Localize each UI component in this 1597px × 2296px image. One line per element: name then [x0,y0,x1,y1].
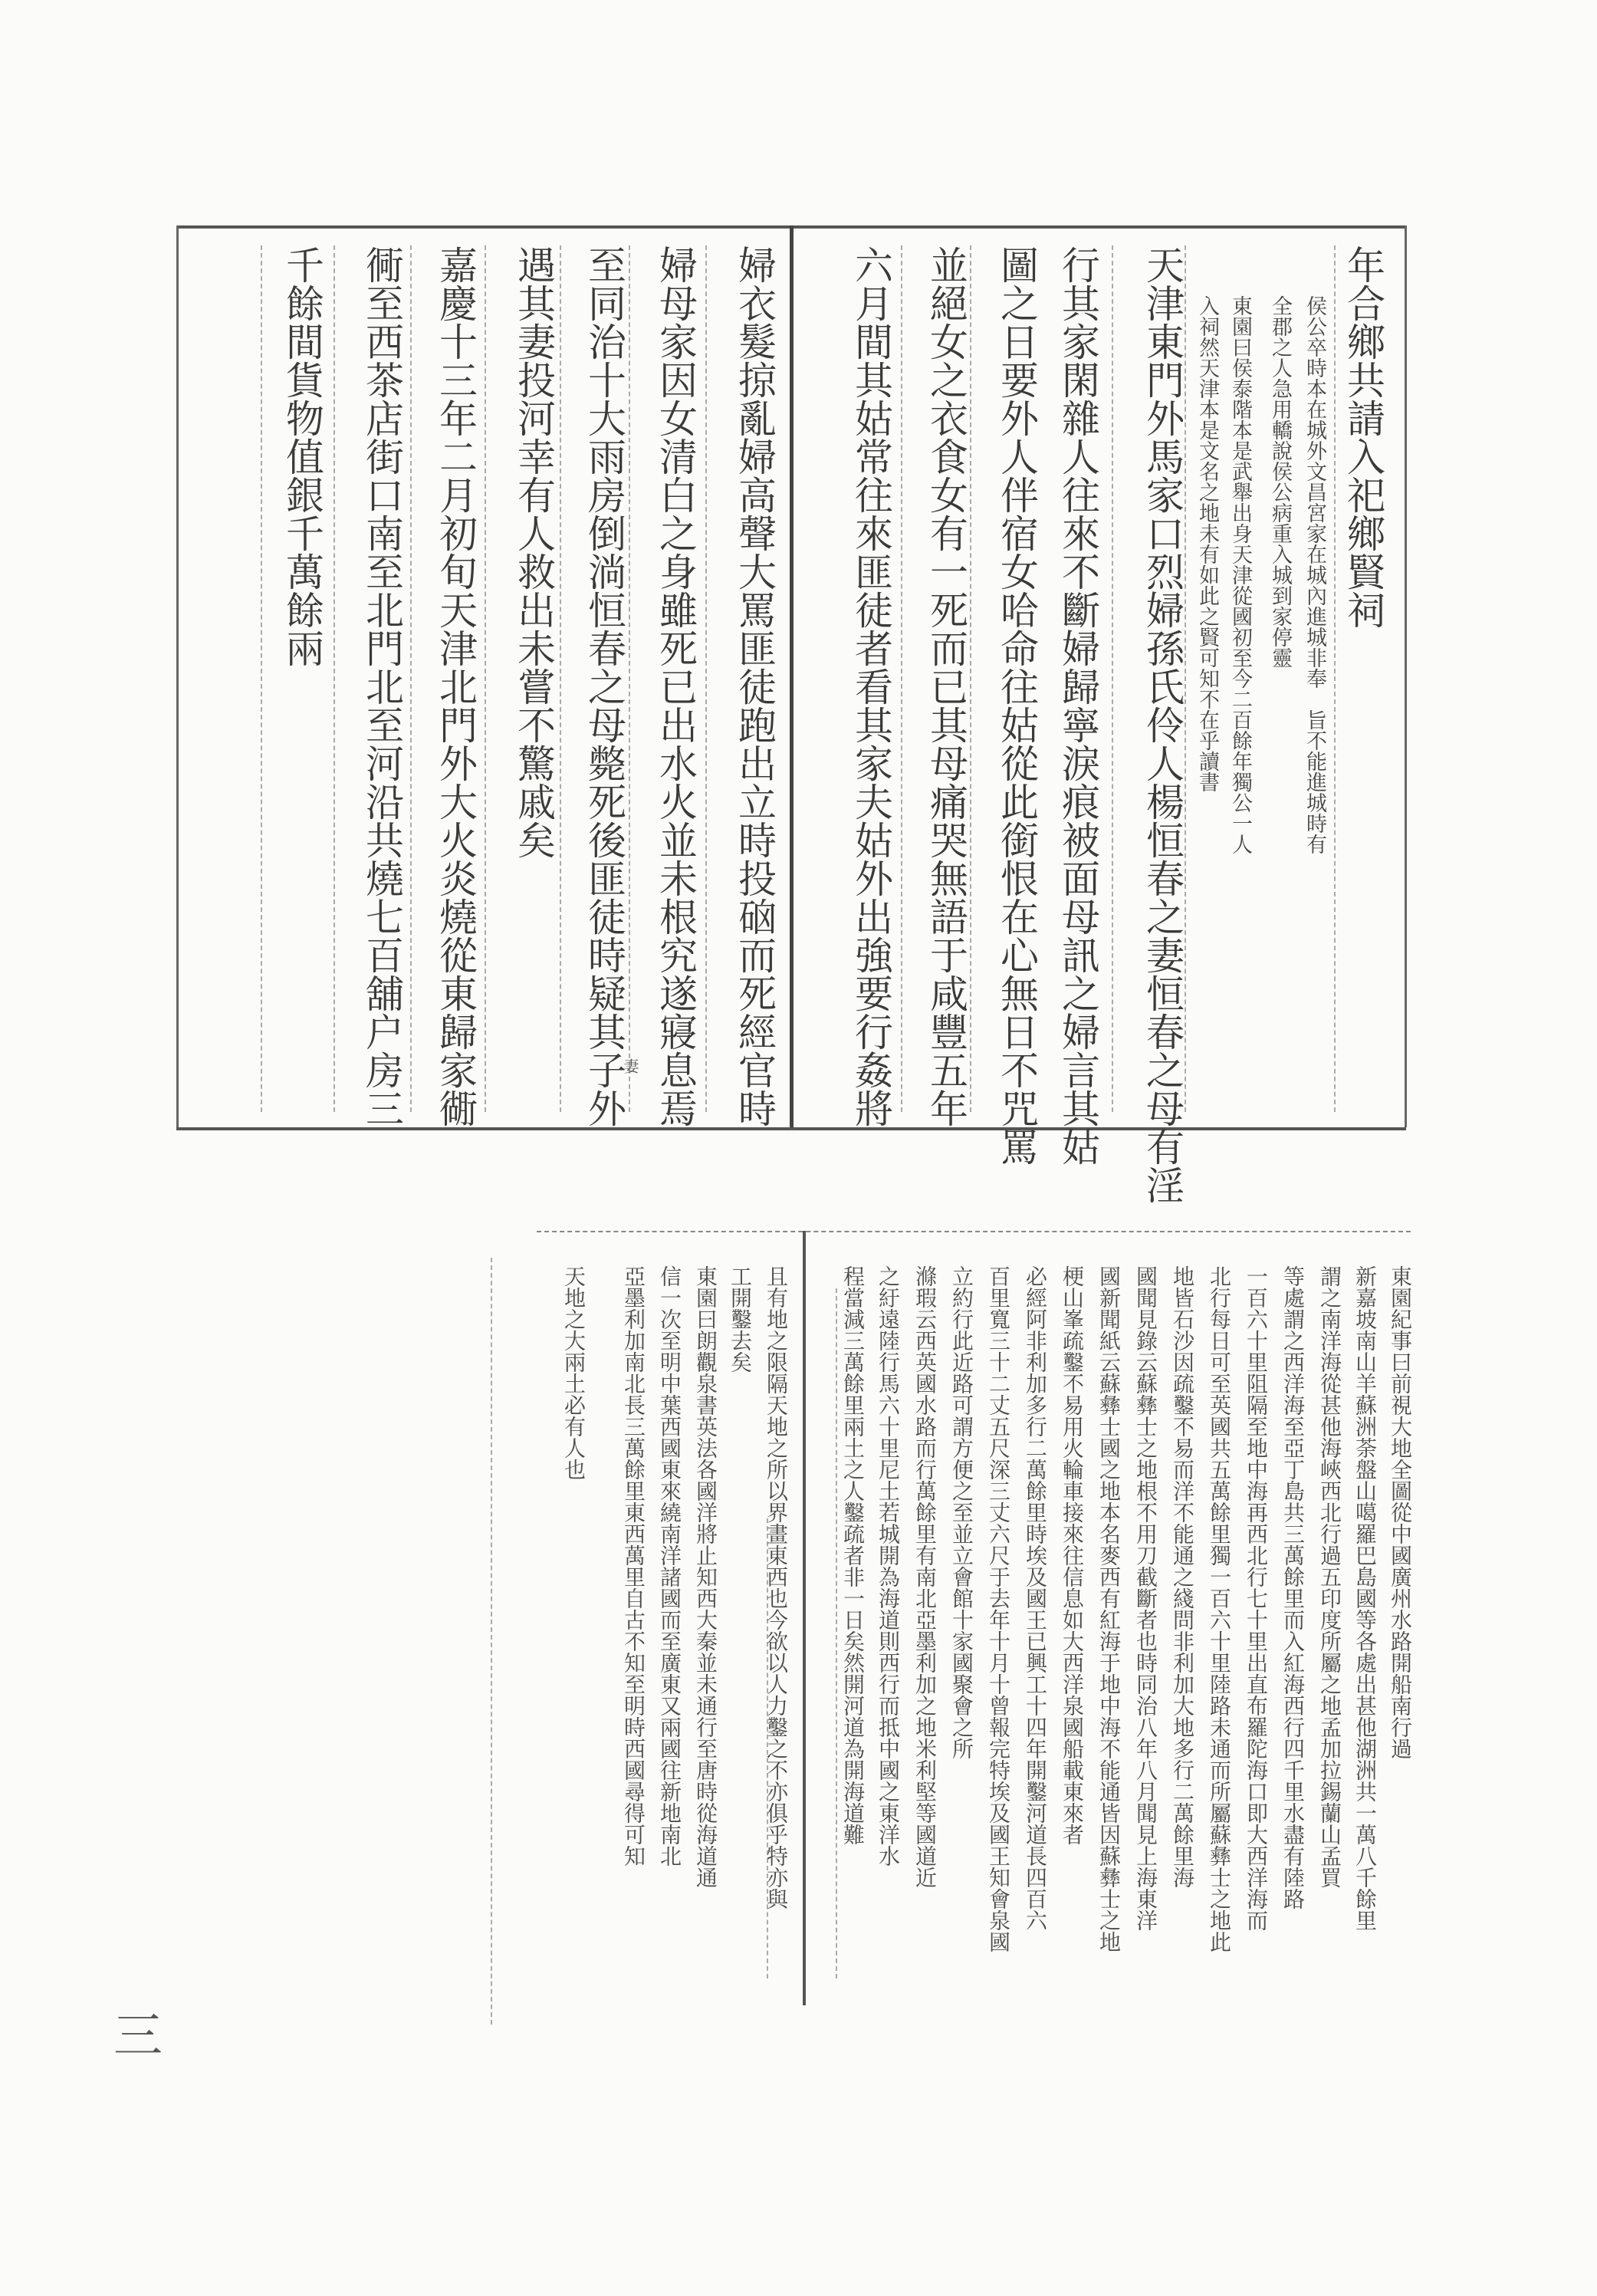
text-line: 地皆石沙因疏鑿不易而洋不能通之綫問非利加大地多行二萬餘里海 [1170,1265,1195,1888]
text-line: 天地之大兩土必有人也 [561,1265,587,1480]
text-line: 圖之日要外人伴宿女哈命往姑從此銜恨在心無日不咒罵 [994,245,1039,1166]
text-line: 北行每日可至英國共五萬餘里獨一百六十里陸路未通而所屬蘇彝士之地此 [1207,1265,1232,1952]
text-line: 且有地之限隔天地之所以界畫東西也今欲以人力鑿之不亦俱乎特亦與 [764,1265,789,1909]
text-line: 行其家閑雜人往來不斷婦歸寧淚痕被面母訊之婦言其姑 [1056,245,1100,1166]
top-column-rule [901,245,902,1112]
marginal-note: 妻 [621,1058,639,1074]
text-line: 百里寬三十二丈五尺深三丈六尺于去年十月十曾報完特埃及國王知會泉國 [986,1265,1011,1952]
text-line: 東園紀事曰前視大地全圖從中國廣州水路開船南行過 [1388,1265,1413,1759]
top-block-fold-line [790,225,794,1127]
bottom-block-fold-line [803,1231,806,2005]
text-line: 國聞見錄云蘇彝士之地根不用刀截斷者也時同治八年八月聞見上海東洋 [1133,1265,1158,1931]
top-block-right-border [1405,225,1407,1127]
text-line: 衕至西茶店街口南至北門北至河沿共燒七百舖户房三 [360,245,404,1127]
top-column-rule [261,245,262,1112]
text-line: 必經阿非利加多行二萬餘里時埃及國王已興工十四年開鑿河道長四百六 [1023,1265,1048,1931]
top-column-rule [705,245,707,1112]
text-line: 天津東門外馬家口烈婦孫氏伶人楊恒春之妻恒春之母有淫 [1140,245,1185,1204]
text-line: 並絕女之衣食女有一死而已其母痛哭無語于咸豐五年 [924,245,968,1127]
text-line: 等處謂之西洋海至亞丁島共三萬餘里而入紅海西行四千里水盡有陸路 [1280,1265,1306,1909]
text-line: 千餘間貨物值銀千萬餘兩 [280,245,324,667]
text-line: 遇其妻投河幸有人救出未嘗不驚戚矣 [511,245,556,859]
page-number: 三 [105,2009,162,2058]
annotation-line: 侯公卒時本在城外文昌宮家在城內進城非奉 旨不能進城時有 [1303,295,1326,854]
text-line: 滌瑕云西英國水路而行萬餘里有南北亞墨利加之地米利堅等國道近 [912,1265,938,1888]
top-column-rule [334,245,335,1112]
text-line: 六月間其姑常往來匪徒者看其家夫姑外出強要行姦將 [849,245,893,1127]
text-line: 謂之南洋海從甚他海峽西北行過五印度所屬之地孟加拉錫蘭山孟買 [1317,1265,1342,1888]
bottom-column-rule [491,1258,492,2025]
text-line: 新嘉坡南山羊蘇洲荼盤山噶羅巴島國等各處出甚他湖洲共一萬八千餘里 [1352,1265,1378,1931]
text-line: 梗山峯疏鑿不易用火輪車接來往信息如大西洋泉國船載東來者 [1060,1265,1085,1845]
text-line: 一百六十里阻隔至地中海再西北行七十里出直布羅陀海口即大西洋海而 [1244,1265,1269,1931]
annotation-line: 入祠然天津本是文名之地未有如此之賢可知不在乎讀書 [1195,295,1219,792]
text-line: 立約行此近路可謂方便之至並立會館十家國聚會之所 [949,1265,974,1759]
text-line: 之紆遠陸行馬六十里尼土若城開為海道則西行而抵中國之東洋水 [876,1265,901,1867]
top-column-rule [485,245,486,1112]
section-title: 年合鄉共請入祀鄉賢祠 [1341,245,1385,629]
text-line: 工開鑿去矣 [728,1265,753,1373]
annotation-line: 全郡之人急用轎說侯公病重入城到家停靈 [1268,295,1292,668]
top-column-rule [410,245,412,1112]
text-line: 國新聞紙云蘇彝士國之地本名麥西有紅海于地中海不能通皆因蘇彝士之地 [1096,1265,1122,1952]
top-column-rule [1112,245,1113,1112]
text-line: 程當減三萬餘里兩土之人鑿疏者非一日矣然開河道為開海道難 [840,1265,866,1845]
bottom-block-top-border [537,1231,1411,1232]
text-line: 至同治十大雨房倒淌恒春之母斃死後匪徒時疑其子外 [582,245,626,1127]
annotation-line: 東園曰侯泰階本是武舉出身天津從國初至今二百餘年獨公一人 [1228,295,1252,854]
text-line: 婦母家因女清白之身雖死已出水火並未根究遂寢息焉 [653,245,698,1127]
text-line: 婦衣髮掠亂婦高聲大罵匪徒跑出立時投硇而死經官時 [732,245,777,1127]
text-line: 信一次至明中葉西國東來繞南洋諸國而至廣東又兩國往新地南北 [657,1265,682,1867]
text-line: 東園曰朗觀泉書英法各國洋將止知西大秦並未通行至唐時從海道通 [693,1265,718,1888]
text-line: 亞墨利加南北長三萬餘里東西萬里自古不知至明時西國尋得可知 [621,1265,646,1867]
top-block-left-border [176,225,179,1127]
text-line: 嘉慶十三年二月初旬天津北門外大火炎燒從東歸家衚 [433,245,478,1127]
